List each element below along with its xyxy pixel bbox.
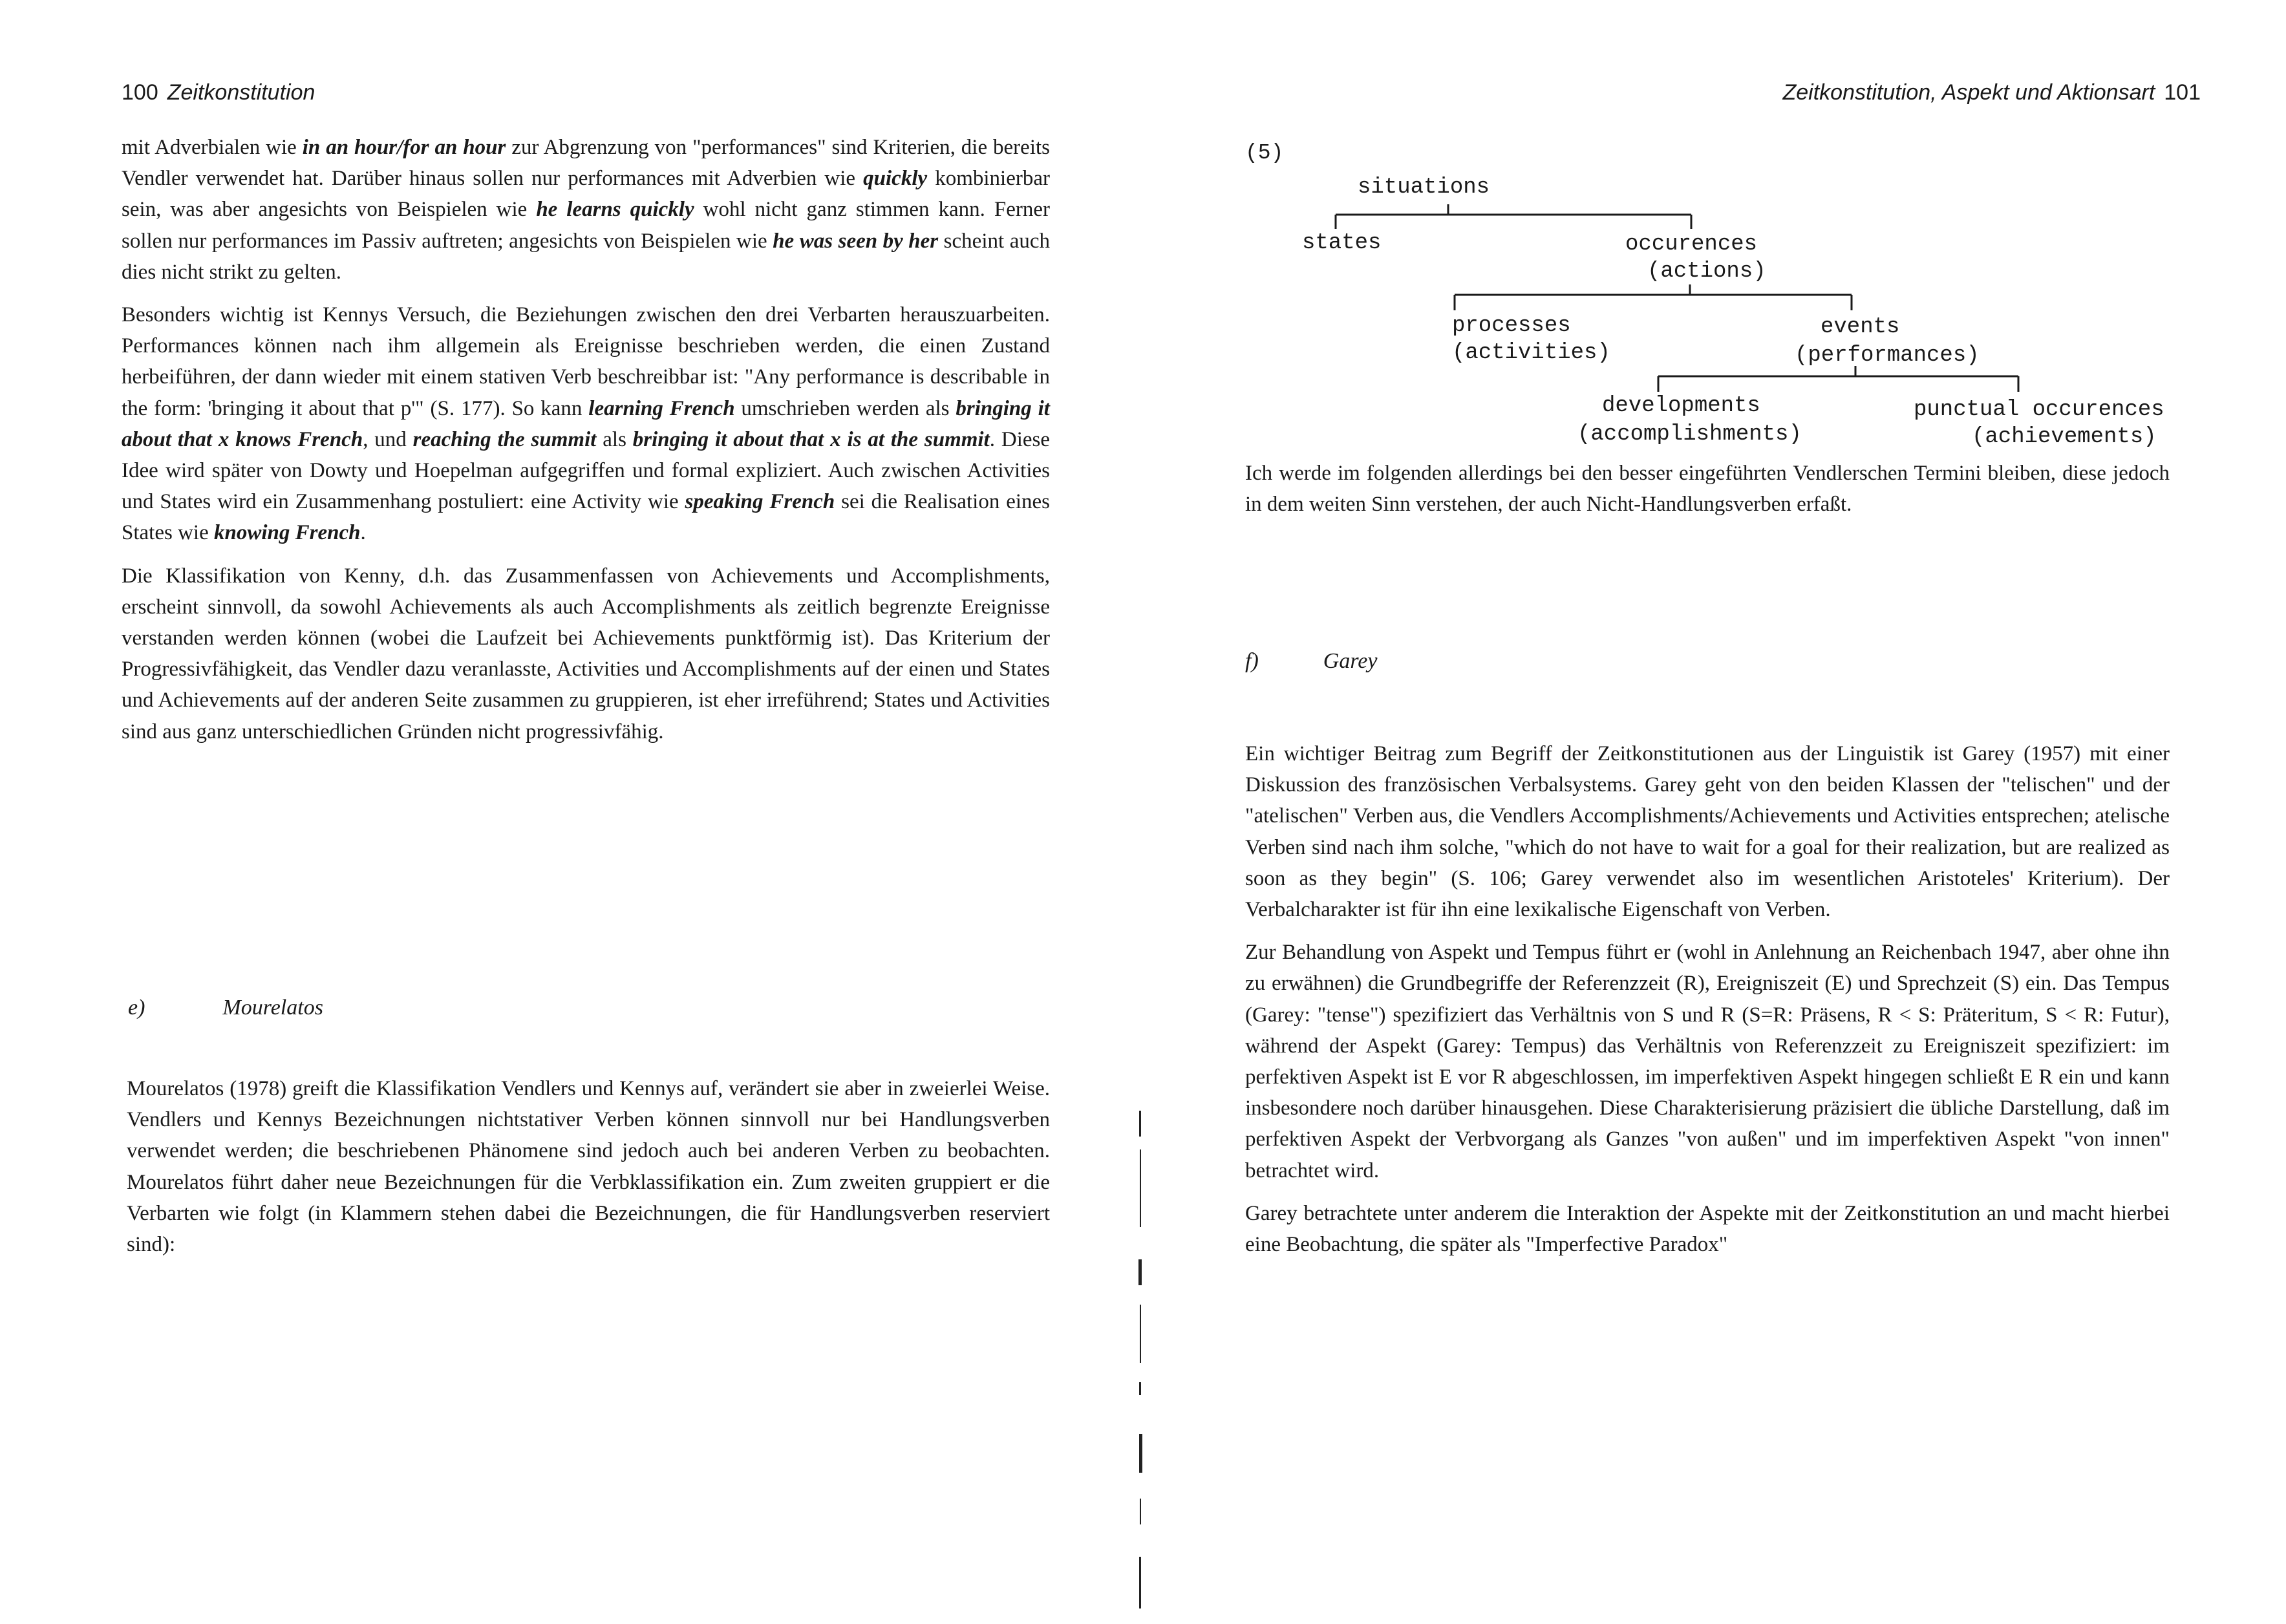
node-accomplishments: (accomplishments) xyxy=(1577,422,1802,447)
italic-run: learning French xyxy=(588,396,735,420)
italic-run: in an hour/for an hour xyxy=(302,136,506,159)
text-run: wohl nicht ganz stimmen kann. Ferner sollen nur performances im Passiv auftreten; angesichts von Beispielen wie xyxy=(122,198,1050,253)
paragraph xyxy=(122,561,1050,747)
text-run: Besonders wichtig ist Kennys Versuch, die Beziehungen zwischen den drei Verbarten herauszuarbeiten. Performances können nach ihm allgemein als Ereignisse beschrieben werden, die einen Zustand herbeiführen, der dann wieder mit einem stativen Verb beschreibbar ist: "Any performance is describable in the form: 'bringing it about that p'" (S. 177). So kann xyxy=(122,303,1050,420)
text-run: Ich werde im folgenden allerdings bei den besser eingeführten Vendlerschen Termini bleiben, diese jedoch in dem weiten Sinn verstehen, der auch Nicht-Handlungsverben erfaßt. xyxy=(1245,462,2170,517)
paragraph xyxy=(122,132,1050,288)
left-body-bottom xyxy=(127,1073,1050,1260)
node-developments: developments xyxy=(1602,394,1760,418)
section-heading-garey xyxy=(1245,649,1378,674)
left-page-number: 100 xyxy=(122,80,158,105)
italic-run: speaking French xyxy=(685,490,835,514)
italic-run: quickly xyxy=(863,167,928,191)
italic-run: reaching the summit xyxy=(412,427,597,451)
right-page xyxy=(1143,0,2286,1624)
node-occurences: occurences xyxy=(1625,232,1758,257)
node-activities: (activities) xyxy=(1452,341,1610,365)
paragraph xyxy=(1245,1198,2170,1260)
node-events: events xyxy=(1821,315,1900,339)
italic-run: bringing it about that x knows French xyxy=(122,396,1050,451)
text-run: Die Klassifikation von Kenny, d.h. das Zusammenfassen von Achievements und Accomplishments, erscheint sinnvoll, da sowohl Achievements als auch Accomplishments als zeitlich begrenzte Ereignisse verstanden werden können (wobei die Laufzeit bei Achievements punktförmig ist). Das Kriterium der Progressivfähigkeit, das Vendler dazu veranlasste, Activities und Accomplishments auf der einen und States und Achievements auf der anderen Seite zusammen zu gruppieren, ist eher irreführend; States und Activities sind aus ganz unterschiedlichen Gründen nicht progressivfähig. xyxy=(122,564,1050,743)
text-run: mit Adverbialen wie xyxy=(122,136,303,159)
section-heading-mourelatos xyxy=(128,996,323,1020)
text-run: . Diese Idee wird später von Dowty und Hoepelman aufgegriffen und formal expliziert. Auch zwischen Activities und States wird ein Zusammenhang postuliert: eine Activity wie xyxy=(122,427,1051,514)
section-label: f) xyxy=(1245,649,1259,673)
text-run: Ein wichtiger Beitrag zum Begriff der Zeitkonstitutionen aus der Linguistik ist Garey (1957) mit einer Diskussion des französischen Verbalsystems. Garey geht von den beiden Klassen der "telischen" und der "atelischen" Verben aus, die Vendlers Accomplishments/Achievements und Activities entsprechen; atelische Verben sind nach ihm solche, "which do not have to wait for a goal for their realization, but are realized as soon as they begin" (S. 106; Garey verwendet also im wesentlichen Aristoteles' Kriterium). Der Verbalcharakter ist für ihn eine lexikalische Eigenschaft von Verben. xyxy=(1245,742,2170,922)
node-actions: (actions) xyxy=(1647,259,1766,284)
italic-run: he was seen by her xyxy=(773,229,939,253)
section-title: Mourelatos xyxy=(222,996,323,1020)
paragraph xyxy=(122,299,1050,549)
node-situations: situations xyxy=(1358,175,1490,200)
paragraph xyxy=(1245,458,2170,520)
text-run: scheint auch dies nicht strikt zu gelten. xyxy=(122,229,1050,284)
example-number: (5) xyxy=(1245,141,1284,165)
gutter-binding-marks xyxy=(1137,1111,1146,1615)
section-label: e) xyxy=(128,996,145,1020)
text-run: Zur Behandlung von Aspekt und Tempus führt er (wohl in Anlehnung an Reichenbach 1947, aber ohne ihn zu erwähnen) die Grundbegriffe der Referenzzeit (R), Ereigniszeit (E) und Sprechzeit (S) ein. Das Tempus (Garey: "tense") spezifiziert das Verhältnis von S und R (S=R: Präsens, R < S: Präteritum, S < R: Futur), während der Aspekt (Garey: Tempus) das Verhältnis von Referenzzeit zu Ereigniszeit spezifiziert: im perfektiven Aspekt ist E vor R abgeschlossen, im imperfektiven Aspekt hingegen schließt E R ein und kann insbesondere noch darüber hinausgehen. Diese Charakterisierung präzisiert die übliche Darstellung, daß im perfektiven Aspekt der Verbvorgang als Ganzes "von außen" und im imperfektiven Aspekt "von innen" betrachtet wird. xyxy=(1245,941,2170,1182)
right-running-title: Zeitkonstitution, Aspekt und Aktionsart xyxy=(1782,80,2155,105)
node-processes: processes xyxy=(1452,314,1571,338)
text-run: sei die Realisation eines States wie xyxy=(122,490,1050,545)
node-performances: (performances) xyxy=(1795,343,1980,368)
right-body-top xyxy=(1245,458,2170,520)
paragraph xyxy=(1245,738,2170,925)
left-running-head xyxy=(122,80,315,105)
text-run: zur Abgrenzung von "performances" sind Kriterien, die bereits Vendler verwendet hat. Darüber hinaus sollen nur performances mit Adverbien wie xyxy=(122,136,1051,191)
verb-classification-tree xyxy=(1143,0,2286,465)
paragraph xyxy=(1245,937,2170,1186)
text-run: . xyxy=(360,521,366,545)
section-title: Garey xyxy=(1323,649,1378,673)
text-run: Garey betrachtete unter anderem die Interaktion der Aspekte mit der Zeitkonstitution an und macht hierbei eine Beobachtung, die später als "Imperfective Paradox" xyxy=(1245,1201,2170,1257)
text-run: umschrieben werden als xyxy=(734,396,956,420)
left-running-title: Zeitkonstitution xyxy=(167,80,315,105)
italic-run: he learns quickly xyxy=(536,198,694,222)
right-page-number: 101 xyxy=(2164,80,2201,105)
text-run: Mourelatos (1978) greift die Klassifikation Vendlers und Kennys auf, verändert sie aber in zweierlei Weise. Vendlers und Kennys Bezeichnungen nichtstativer Verben können sinnvoll nur bei Handlungsverben verwendet werden; die beschriebenen Phänomene sind jedoch auch bei anderen Verben zu beobachten. Mourelatos führt daher neue Bezeichnungen für die Verbklassifikation ein. Zum zweiten gruppiert er die Verbarten wie folgt (in Klammern stehen dabei die Bezeichnungen, die für Handlungsverben reserviert sind): xyxy=(127,1077,1050,1257)
right-body-bottom xyxy=(1245,738,2170,1260)
node-states: states xyxy=(1302,231,1382,255)
italic-run: bringing it about that x is at the summit xyxy=(632,427,990,451)
italic-run: knowing French xyxy=(213,521,361,545)
text-run: kombinierbar sein, was aber angesichts von Beispielen wie xyxy=(122,167,1050,222)
paragraph xyxy=(127,1073,1050,1260)
left-body-top xyxy=(122,132,1050,747)
text-run: , und xyxy=(363,427,413,451)
text-run: als xyxy=(596,427,633,451)
node-achievements: (achievements) xyxy=(1972,425,2157,449)
node-punctual-occurences: punctual occurences xyxy=(1914,398,2164,422)
